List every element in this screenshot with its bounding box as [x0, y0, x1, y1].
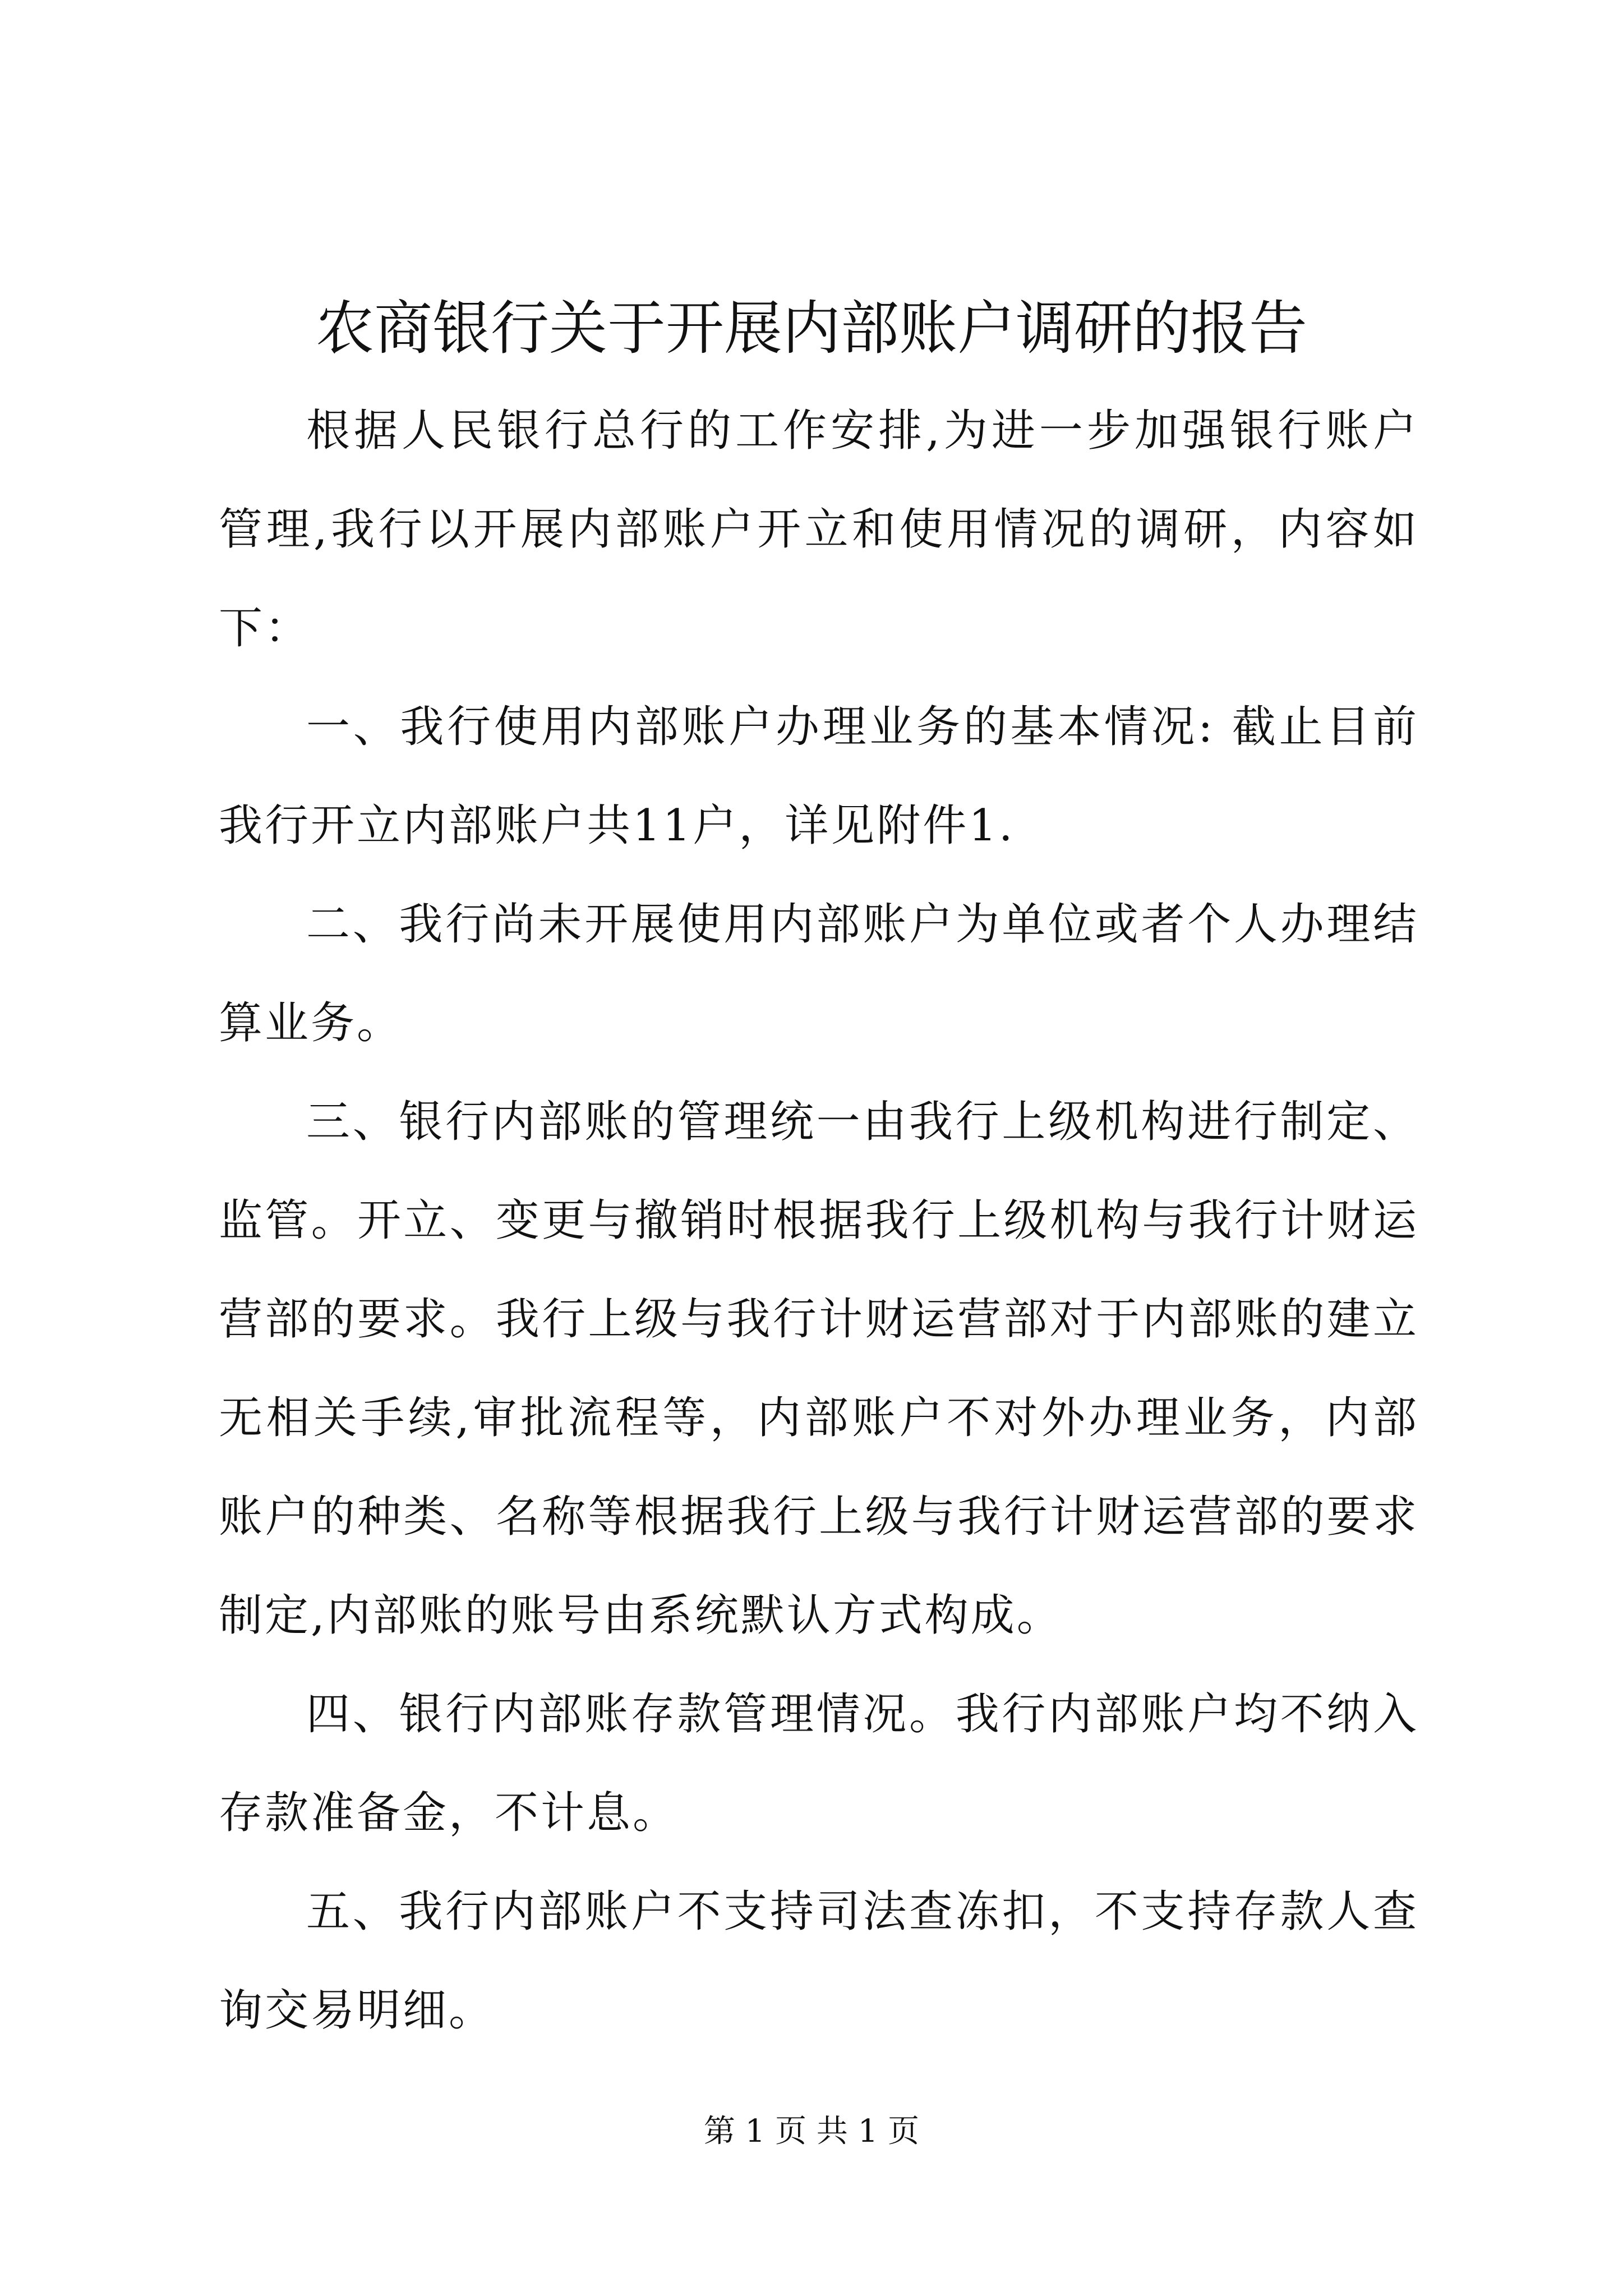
paragraph-section-5: 五、我行内部账户不支持司法查冻扣，不支持存款人查询交易明细。: [219, 1887, 1419, 2036]
paragraph-intro: 根据人民银行总行的工作安排,为进一步加强银行账户管理,我行以开展内部账户开立和使用情况的调研，内容如下：: [219, 406, 1419, 654]
paragraph-section-2: 二、我行尚未开展使用内部账户为单位或者个人办理结算业务。: [219, 899, 1419, 1048]
paragraph-section-1: 一、我行使用内部账户办理业务的基本情况: 截止目前我行开立内部账户共11户，详见附件1.: [219, 702, 1419, 851]
page-footer: [0, 2109, 1623, 2154]
paragraph-section-3: 三、银行内部账的管理统一由我行上级机构进行制定、监管。开立、变更与撤销时根据我行上级机构与我行计财运营部的要求。我行上级与我行计财运营部对于内部账的建立无相关手续,审批流程等，内部账户不对外办理业务，内部账户的种类、名称等根据我行上级与我行计财运营部的要求制定,内部账的账号由系统默认方式构成。: [219, 1097, 1419, 1641]
page-number-label: 第 1 页 共 1 页: [703, 2113, 920, 2150]
document-body: [219, 381, 1419, 2060]
document-title: 农商银行关于开展内部账户调研的报告: [315, 294, 1307, 362]
paragraph-section-4: 四、银行内部账存款管理情况。我行内部账户均不纳入存款准备金，不计息。: [219, 1689, 1419, 1838]
